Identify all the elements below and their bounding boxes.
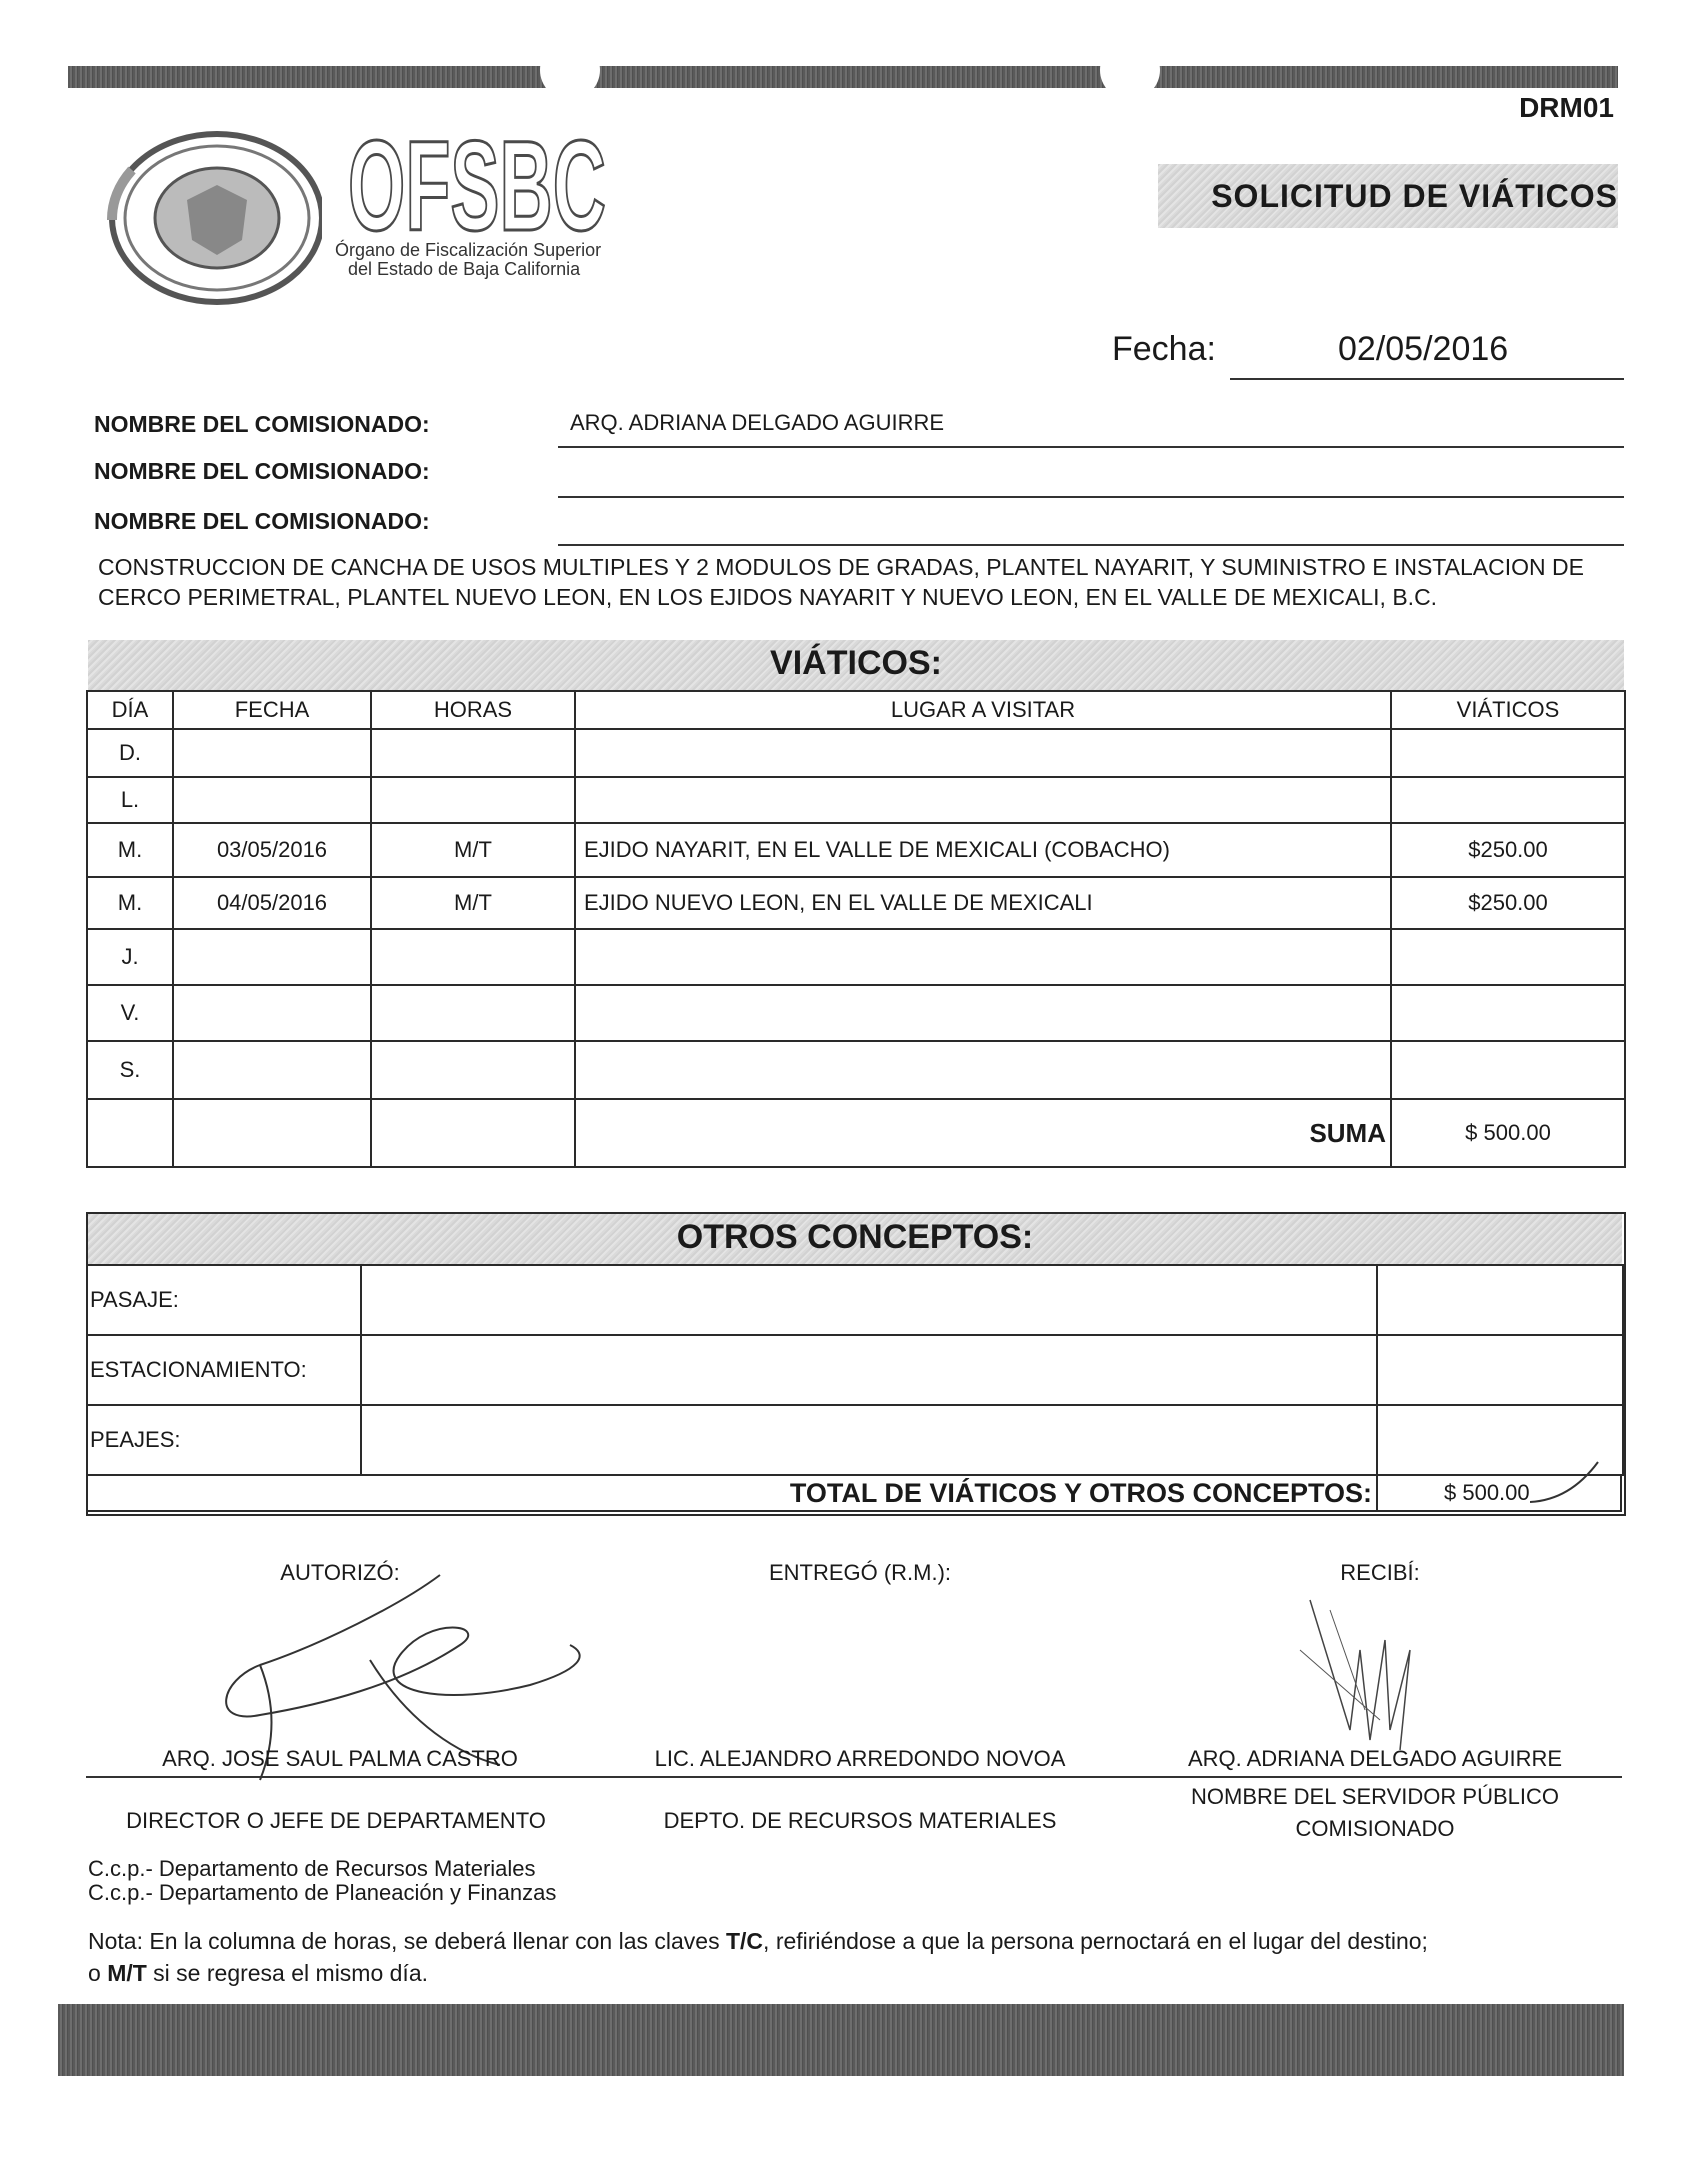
table-row — [87, 1041, 1625, 1099]
cell-viaticos[interactable] — [1391, 729, 1625, 777]
header-horas: HORAS — [371, 691, 575, 729]
otros-label: PASAJE: — [87, 1265, 361, 1335]
cell-dia: M. — [87, 877, 173, 929]
check-mark-icon — [1530, 1460, 1600, 1506]
cell-lugar[interactable]: EJIDO NUEVO LEON, EN EL VALLE DE MEXICALI — [575, 877, 1391, 929]
viaticos-table — [86, 690, 1626, 1168]
nota-line-1 — [88, 1928, 1428, 1955]
nota-text: si se regresa el mismo día. — [146, 1960, 429, 1986]
table-row — [87, 823, 1625, 877]
suma-label: SUMA — [575, 1099, 1391, 1167]
cell-horas[interactable] — [371, 1041, 575, 1099]
firma-heading-entrego: ENTREGÓ (R.M.): — [768, 1560, 952, 1585]
ofsbc-wordmark — [348, 128, 608, 238]
nota-tc: T/C — [725, 1928, 764, 1954]
firma-name-recibi: ARQ. ADRIANA DELGADO AGUIRRE — [1187, 1746, 1563, 1771]
suma-value[interactable]: $ 500.00 — [1391, 1099, 1625, 1167]
nota-text: Nota: En la columna de horas, se deberá llenar con las claves — [88, 1928, 726, 1954]
comisionado-label-2: NOMBRE DEL COMISIONADO: — [94, 458, 430, 484]
cell-fecha[interactable] — [173, 1041, 371, 1099]
comisionado-label-1: NOMBRE DEL COMISIONADO: — [94, 411, 430, 437]
form-title: SOLICITUD DE VIÁTICOS — [1211, 178, 1618, 214]
table-row — [87, 929, 1625, 985]
cell-horas[interactable] — [371, 777, 575, 823]
table-row — [87, 985, 1625, 1041]
otros-table — [86, 1264, 1624, 1476]
cell-viaticos[interactable] — [1391, 929, 1625, 985]
otros-desc[interactable] — [361, 1335, 1377, 1405]
otros-label: PEAJES: — [87, 1405, 361, 1475]
firma-heading-autorizo: AUTORIZÓ: — [280, 1560, 400, 1585]
cell-viaticos[interactable] — [1391, 1041, 1625, 1099]
cell-empty — [173, 1099, 371, 1167]
comisionado-field-3[interactable] — [558, 500, 1624, 546]
cell-lugar[interactable] — [575, 777, 1391, 823]
signature-recibi — [1290, 1590, 1450, 1760]
cell-fecha[interactable] — [173, 777, 371, 823]
suma-row — [87, 1099, 1625, 1167]
otros-desc[interactable] — [361, 1265, 1377, 1335]
cell-dia: D. — [87, 729, 173, 777]
cell-viaticos[interactable]: $250.00 — [1391, 877, 1625, 929]
header-dia: DÍA — [87, 691, 173, 729]
comisionado-value-1: ARQ. ADRIANA DELGADO AGUIRRE — [570, 410, 945, 435]
cell-dia: M. — [87, 823, 173, 877]
logo-subtitle-1: Órgano de Fiscalización Superior — [335, 240, 602, 260]
cell-horas[interactable] — [371, 929, 575, 985]
firma-role-recibi: NOMBRE DEL SERVIDOR PÚBLICO — [1191, 1784, 1559, 1809]
cell-lugar[interactable]: EJIDO NAYARIT, EN EL VALLE DE MEXICALI (COBACHO) — [575, 823, 1391, 877]
table-row — [87, 1265, 1623, 1335]
firma-heading-recibi: RECIBÍ: — [1340, 1560, 1420, 1585]
table-row — [87, 1405, 1623, 1475]
cell-fecha[interactable] — [173, 929, 371, 985]
otros-desc[interactable] — [361, 1405, 1377, 1475]
cell-horas[interactable] — [371, 729, 575, 777]
cell-viaticos[interactable] — [1391, 985, 1625, 1041]
cell-empty — [371, 1099, 575, 1167]
cell-fecha[interactable] — [173, 729, 371, 777]
cell-lugar[interactable] — [575, 929, 1391, 985]
table-header-row — [87, 691, 1625, 729]
cell-fecha[interactable]: 03/05/2016 — [173, 823, 371, 877]
punch-hole-left — [540, 40, 600, 100]
table-row — [87, 729, 1625, 777]
cell-viaticos[interactable]: $250.00 — [1391, 823, 1625, 877]
cell-fecha[interactable] — [173, 985, 371, 1041]
nota-text: , refiriéndose a que la persona pernoctará en el lugar del destino; — [763, 1928, 1428, 1954]
cell-fecha[interactable]: 04/05/2016 — [173, 877, 371, 929]
cell-lugar[interactable] — [575, 1041, 1391, 1099]
fecha-value: 02/05/2016 — [1338, 330, 1509, 368]
table-row — [87, 1335, 1623, 1405]
firma-role-recibi-2: COMISIONADO — [1295, 1816, 1455, 1841]
comisionado-label-3: NOMBRE DEL COMISIONADO: — [94, 508, 430, 534]
state-seal-icon — [92, 130, 322, 310]
otros-title: OTROS CONCEPTOS: — [676, 1218, 1034, 1256]
header-viaticos: VIÁTICOS — [1391, 691, 1625, 729]
cell-horas[interactable]: M/T — [371, 823, 575, 877]
otros-label: ESTACIONAMIENTO: — [87, 1335, 361, 1405]
cell-viaticos[interactable] — [1391, 777, 1625, 823]
svg-text:OFSBC: OFSBC — [348, 128, 606, 238]
header-fecha: FECHA — [173, 691, 371, 729]
cell-dia: V. — [87, 985, 173, 1041]
cell-lugar[interactable] — [575, 985, 1391, 1041]
table-row — [87, 877, 1625, 929]
header-lugar: LUGAR A VISITAR — [575, 691, 1391, 729]
firma-role-entrego: DEPTO. DE RECURSOS MATERIALES — [663, 1808, 1057, 1833]
descripcion-line-1: CONSTRUCCION DE CANCHA DE USOS MULTIPLES Y 2 MODULOS DE GRADAS, PLANTEL NAYARIT, Y SUMINISTRO E INSTALACION DE — [98, 554, 1584, 580]
form-code: DRM01 — [1519, 92, 1614, 123]
ccp-line-1: C.c.p.- Departamento de Recursos Materiales — [88, 1856, 536, 1881]
viaticos-title: VIÁTICOS: — [770, 644, 942, 682]
nota-line-2 — [88, 1960, 428, 1987]
cell-dia: J. — [87, 929, 173, 985]
top-bar — [68, 66, 1618, 88]
cell-empty — [87, 1099, 173, 1167]
firma-name-entrego: LIC. ALEJANDRO ARREDONDO NOVOA — [654, 1746, 1066, 1771]
cell-lugar[interactable] — [575, 729, 1391, 777]
bottom-bar — [58, 2004, 1624, 2076]
otros-value[interactable] — [1377, 1335, 1623, 1405]
firma-role-autorizo: DIRECTOR O JEFE DE DEPARTAMENTO — [126, 1808, 546, 1833]
comisionado-field-2[interactable] — [558, 450, 1624, 498]
cell-horas[interactable] — [371, 985, 575, 1041]
total-value: $ 500.00 — [1444, 1480, 1530, 1505]
firma-name-autorizo: ARQ. JOSE SAUL PALMA CASTRO — [162, 1746, 518, 1771]
logo-subtitle-2: del Estado de Baja California — [348, 259, 581, 279]
cell-dia: L. — [87, 777, 173, 823]
descripcion-line-2: CERCO PERIMETRAL, PLANTEL NUEVO LEON, EN LOS EJIDOS NAYARIT Y NUEVO LEON, EN EL VALLE DE MEXICALI, B.C. — [98, 584, 1438, 610]
cell-dia: S. — [87, 1041, 173, 1099]
nota-text: o — [88, 1960, 108, 1986]
table-row — [87, 777, 1625, 823]
ccp-line-2: C.c.p.- Departamento de Planeación y Finanzas — [88, 1880, 557, 1905]
cell-horas[interactable]: M/T — [371, 877, 575, 929]
total-label: TOTAL DE VIÁTICOS Y OTROS CONCEPTOS: — [789, 1478, 1372, 1508]
fecha-label: Fecha: — [1112, 330, 1216, 368]
otros-value[interactable] — [1377, 1265, 1623, 1335]
punch-hole-right — [1100, 40, 1160, 100]
signature-line — [86, 1776, 1622, 1778]
nota-mt: M/T — [107, 1960, 147, 1986]
